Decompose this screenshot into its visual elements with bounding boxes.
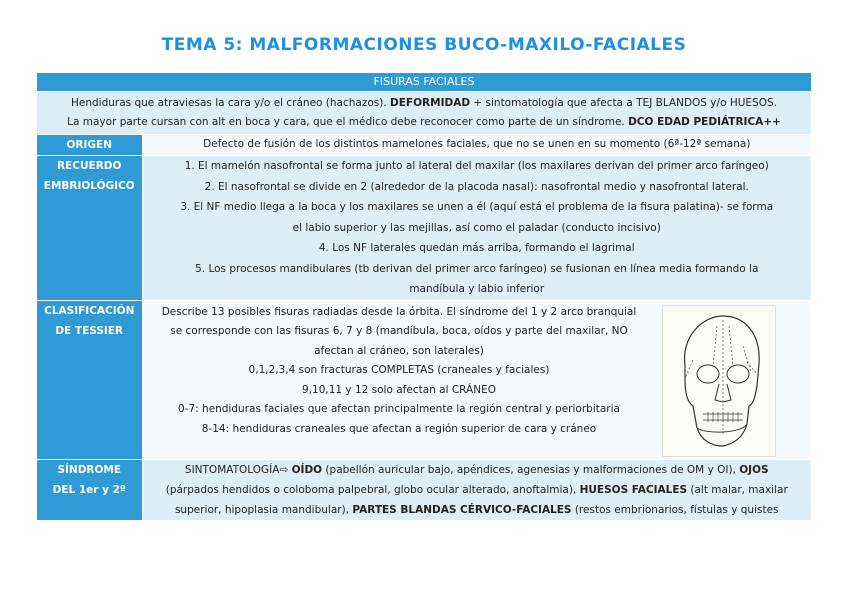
tessier-label-1: CLASIFICACIÓN	[44, 304, 135, 317]
sind-b3: HUESOS FACIALES	[579, 483, 688, 496]
sind-p1: SINTOMATOLOGÍA⇨	[184, 463, 292, 476]
intro-text	[37, 92, 811, 135]
skull-diagram-icon	[662, 305, 776, 457]
table-header: FISURAS FACIALES	[37, 73, 811, 92]
intro-line1-b: DEFORMIDAD	[390, 97, 471, 109]
tessier-line: se corresponde con las fisuras 6, 7 y 8 (mandíbula, boca, oídos y parte del maxilar, NO	[170, 325, 628, 338]
sindrome-label-2: DEL 1er y 2º	[52, 483, 126, 496]
sindrome-text	[142, 459, 811, 520]
fisuras-table	[37, 73, 811, 520]
tessier-label	[37, 300, 142, 459]
tessier-line: Describe 13 posibles fisuras radiadas desde la órbita. El síndrome del 1 y 2 arco branquial	[161, 305, 637, 318]
sindrome-label	[37, 459, 142, 520]
sind-p3: (párpados hendidos o coloboma palpebral, globo ocular alterado, anoftalmia),	[165, 483, 580, 496]
list-item: el labio superior y las mejillas, así como el paladar (conducto incisivo)	[292, 221, 661, 234]
list-item: 5. Los procesos mandibulares (tb derivan del primer arco faríngeo) se fusionan en línea media formando la	[195, 262, 759, 275]
sindrome-label-1: SÍNDROME	[57, 463, 122, 476]
tessier-line: 8-14: hendiduras craneales que afectan a región superior de cara y cráneo	[201, 423, 597, 436]
intro-line1-a: Hendiduras que atraviesas la cara y/o el cráneo (hachazos).	[71, 97, 391, 109]
list-item: 4. Los NF laterales quedan más arriba, formando el lagrimal	[318, 242, 635, 254]
sind-p6: (restos embrionarios, fístulas y quistes	[571, 503, 779, 516]
tessier-line: 9,10,11 y 12 solo afectan al CRÁNEO	[302, 383, 496, 396]
sind-b4: PARTES BLANDAS CÉRVICO-FACIALES	[352, 503, 572, 516]
sind-p5: superior, hipoplasia mandibular),	[174, 503, 353, 516]
intro-line2-b: DCO EDAD PEDIÁTRICA++	[628, 116, 781, 128]
tessier-line: 0,1,2,3,4 son fracturas COMPLETAS (craneales y faciales)	[248, 364, 550, 377]
origen-text: Defecto de fusión de los distintos mamelones faciales, que no se unen en su momento (6ª-12ª semana)	[142, 135, 811, 156]
sind-p4: (alt malar, maxilar	[687, 483, 788, 496]
tessier-cell	[142, 300, 811, 459]
list-item: 3. El NF medio llega a la boca y los maxilares se unen a él (aquí está el problema de la fisura palatina)- se forma	[180, 201, 774, 213]
intro-line1-c: + sintomatología que afecta a TEJ BLANDOS y/o HUESOS.	[470, 97, 777, 109]
tessier-label-2: DE TESSIER	[55, 324, 124, 337]
sind-b1: OÍDO	[291, 463, 323, 476]
recuerdo-label-2: EMBRIOLÓGICO	[43, 180, 135, 192]
origen-label: ORIGEN	[37, 135, 142, 156]
intro-line2-a: La mayor parte cursan con alt en boca y cara, que el médico debe reconocer como parte de un síndrome.	[67, 116, 629, 128]
tessier-text	[147, 301, 652, 457]
tessier-line: 0-7: hendiduras faciales que afectan principalmente la región central y periorbitaria	[178, 403, 620, 416]
recuerdo-list	[142, 156, 811, 301]
page-title: TEMA 5: MALFORMACIONES BUCO-MAXILO-FACIALES	[161, 35, 687, 55]
sind-b2: OJOS	[739, 463, 769, 476]
list-item: 2. El nasofrontal se divide en 2 (alrededor de la placoda nasal): nasofrontal medio y nasofrontal lateral.	[204, 180, 749, 193]
sind-p2: (pabellón auricular bajo, apéndices, agenesias y malformaciones de OM y OI),	[322, 463, 740, 476]
list-item: 1. El mamelón nasofrontal se forma junto al lateral del maxilar (los maxilares derivan del primer arco faríngeo)	[184, 160, 769, 172]
recuerdo-label-1: RECUERDO	[57, 160, 122, 172]
list-item: mandíbula y labio inferior	[409, 283, 545, 295]
tessier-line: afectan al cráneo, son laterales)	[314, 344, 484, 357]
recuerdo-label	[37, 156, 142, 301]
